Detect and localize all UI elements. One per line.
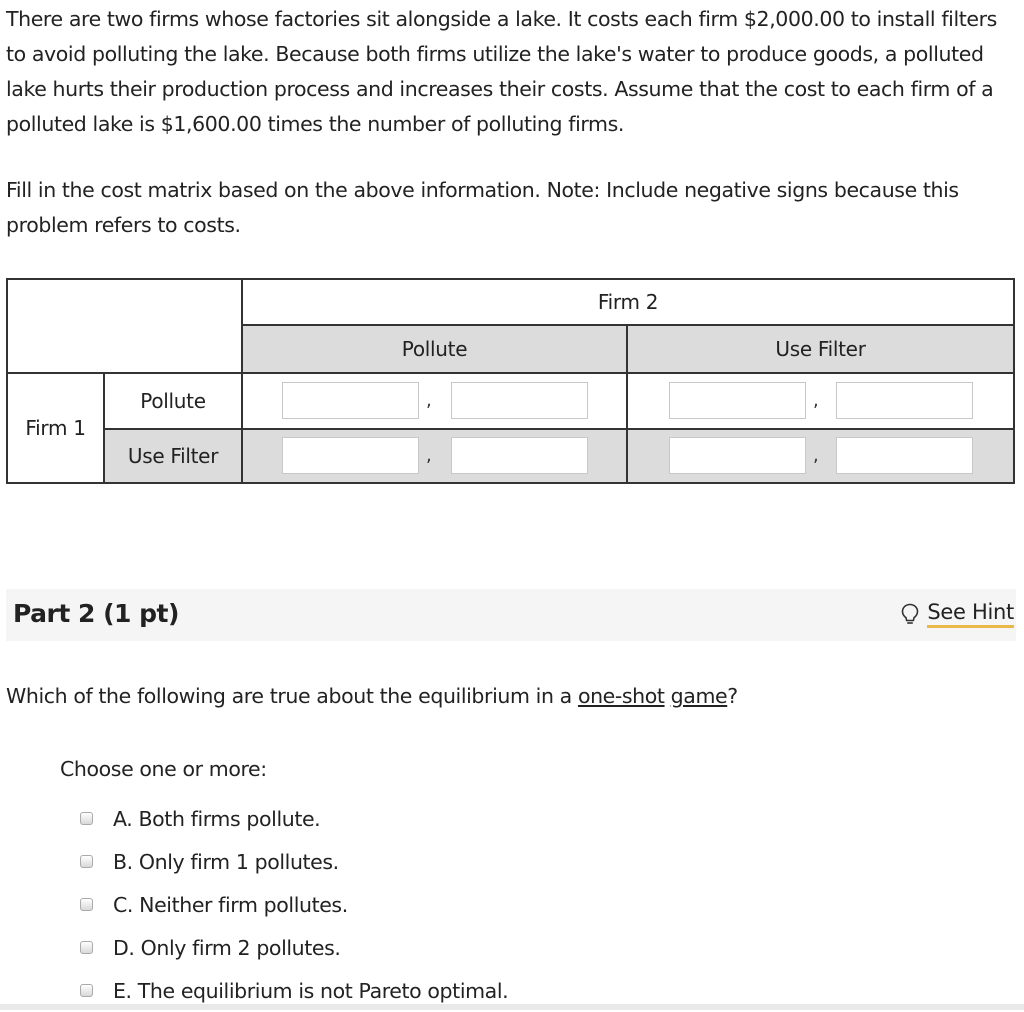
part-header — [6, 589, 1016, 641]
input-filter-filter-firm1[interactable] — [669, 437, 806, 474]
input-pollute-filter-firm2[interactable] — [836, 382, 973, 419]
checkbox-b[interactable] — [80, 855, 93, 868]
question-text — [6, 684, 738, 708]
glossary-link-one-shot[interactable]: one-shot — [577, 684, 665, 708]
col-strategy-pollute: Pollute — [241, 324, 628, 374]
part-title: Part 2 (1 pt) — [13, 599, 179, 628]
comma-separator: , — [813, 390, 819, 411]
comma-separator: , — [426, 445, 432, 466]
see-hint-button[interactable] — [901, 599, 1014, 628]
lightbulb-icon — [901, 603, 919, 625]
input-filter-filter-firm2[interactable] — [836, 437, 973, 474]
comma-separator: , — [426, 390, 432, 411]
checkbox-e[interactable] — [80, 984, 93, 997]
options-list — [80, 797, 508, 1012]
col-player-label: Firm 2 — [241, 278, 1015, 326]
input-filter-pollute-firm2[interactable] — [451, 437, 588, 474]
checkbox-d[interactable] — [80, 941, 93, 954]
input-pollute-pollute-firm1[interactable] — [282, 382, 419, 419]
cost-matrix — [6, 278, 1015, 484]
input-pollute-pollute-firm2[interactable] — [451, 382, 588, 419]
input-filter-pollute-firm1[interactable] — [282, 437, 419, 474]
input-pollute-filter-firm1[interactable] — [669, 382, 806, 419]
option-a[interactable] — [80, 797, 508, 840]
question-pre: Which of the following are true about the equilibrium in a — [6, 684, 578, 708]
col-strategy-use-filter: Use Filter — [626, 324, 1015, 374]
question-post: ? — [727, 684, 738, 708]
option-label[interactable]: C. Neither firm pollutes. — [113, 892, 348, 917]
checkbox-a[interactable] — [80, 812, 93, 825]
option-label[interactable]: D. Only firm 2 pollutes. — [113, 935, 341, 960]
row-strategy-pollute: Pollute — [103, 372, 243, 430]
row-player-label: Firm 1 — [6, 372, 105, 484]
bottom-divider — [0, 1004, 1024, 1010]
choose-label: Choose one or more: — [60, 757, 267, 781]
checkbox-c[interactable] — [80, 898, 93, 911]
comma-separator: , — [813, 445, 819, 466]
glossary-link-game[interactable]: game — [670, 684, 728, 708]
option-c[interactable] — [80, 883, 508, 926]
option-d[interactable] — [80, 926, 508, 969]
option-label[interactable]: E. The equilibrium is not Pareto optimal. — [113, 978, 509, 1003]
option-b[interactable] — [80, 840, 508, 883]
problem-instruction: Fill in the cost matrix based on the above information. Note: Include negative signs because this problem refers to costs. — [6, 178, 959, 237]
option-label[interactable]: B. Only firm 1 pollutes. — [113, 849, 339, 874]
problem-intro: There are two firms whose factories sit alongside a lake. It costs each firm $2,000.00 to install filters to avoid polluting the lake. Because both firms utilize the lake's water to produce goods, a polluted lake hurts their production process and increases their costs. Assume that the cost to each firm of a polluted lake is $1,600.00 times the number of polluting firms. — [6, 7, 997, 136]
matrix-corner — [6, 278, 243, 374]
row-strategy-use-filter: Use Filter — [103, 428, 243, 484]
option-label[interactable]: A. Both firms pollute. — [113, 806, 321, 831]
see-hint-label[interactable]: See Hint — [927, 599, 1014, 628]
